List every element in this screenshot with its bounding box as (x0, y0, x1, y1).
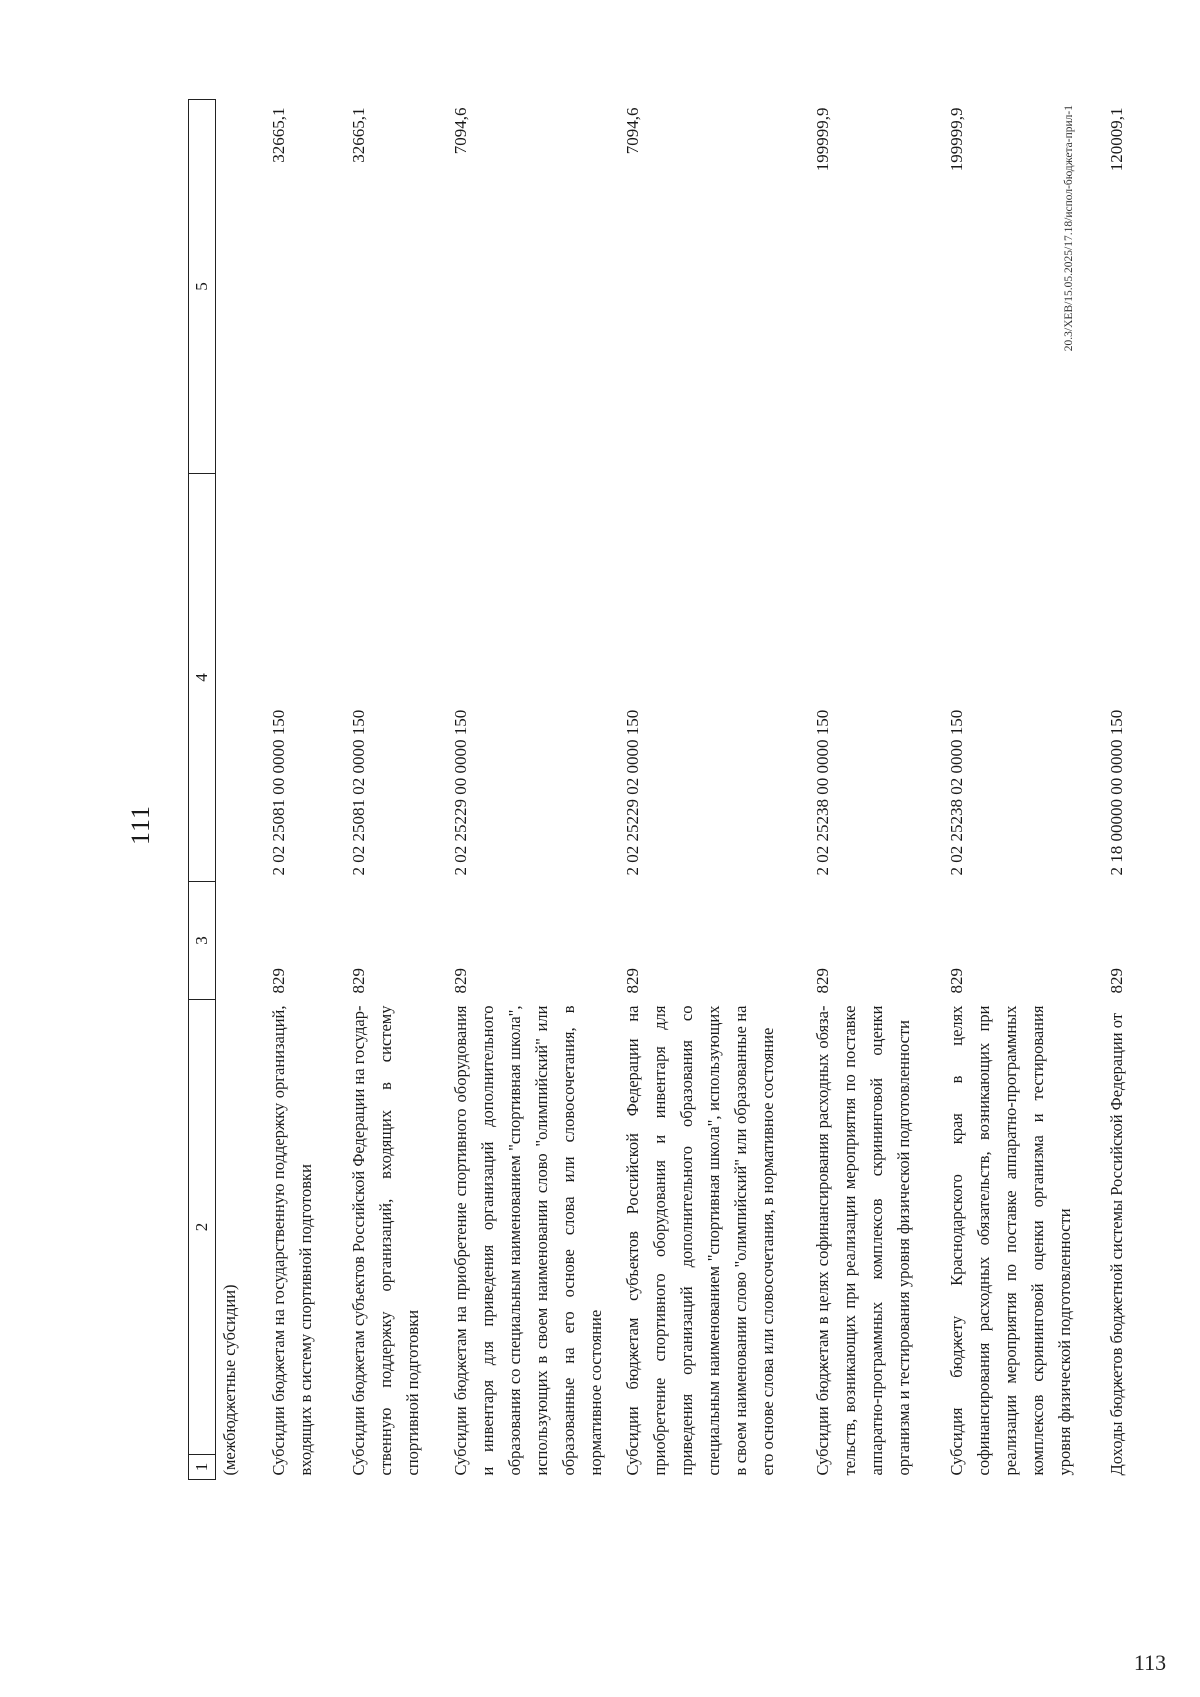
footer-document-code: 20.3/XEB/15.05.2025/17.18/испол-бюджета-прил-1 (1063, 105, 1075, 352)
row-name: Субсидии бюджетам субъектов Российской Федерации на приобретение спортивного оборудования и инвентаря для приведения организаций дополнительного образования со специальным наименованием "спортивная школа", использующих в своем наименовании слово "олимпийский" или образованные на его основе слова или словосочетания, в нормативное состояние (622, 1005, 777, 1476)
row-amount: 7094,6 (450, 107, 470, 155)
row-classification-code: 2 02 25081 02 0000 150 (348, 709, 368, 876)
row-classification-code: 2 02 25238 02 0000 150 (946, 709, 966, 876)
row-admin-code: 829 (812, 968, 832, 994)
row-amount: 199999,9 (812, 107, 832, 172)
row-name: Субсидии бюджетам на приобретение спортивного оборудования и инвентаря для приведения организаций дополнительного образования со специальным наименованием "спортивная школа", использующих в своем наименовании слово "олимпийский" или образованные на его основе слова или словосочетания, в нормативное состояние (450, 1005, 605, 1476)
table-row (610, 100, 800, 1480)
column-header-1: 1 (189, 1454, 215, 1479)
budget-table (188, 99, 1154, 1480)
row-name: Субсидия бюджету Краснодарского края в целях софинансирования расходных обязательств, возникающих при реализации мероприятия по поставке аппаратно-программных комплексов скрининговой оценки организма и тестирования уровня физической подготовленности (946, 1005, 1074, 1476)
row-amount: 32665,1 (268, 107, 288, 163)
table-row (800, 100, 934, 1480)
row-admin-code: 829 (946, 968, 966, 994)
column-header-3: 3 (189, 882, 216, 1000)
row-amount: 32665,1 (348, 107, 368, 163)
page-number: 111 (126, 804, 155, 846)
table-header-row (189, 100, 216, 1480)
row-name: Доходы бюджетов бюджетной системы Российской Федерации от (1106, 1013, 1126, 1476)
column-header-5: 5 (189, 100, 216, 474)
document-page (60, 35, 1126, 1655)
column-header-4: 4 (189, 474, 216, 882)
outer-page-number: 113 (1133, 1650, 1167, 1675)
column-header-2 (189, 1000, 216, 1480)
row-classification-code: 2 02 25238 00 0000 150 (812, 709, 832, 876)
table-row (216, 100, 256, 1480)
row-name: Субсидии бюджетам в целях софинансирования расходных обязательств, возникающих при реализации мероприятия по поставке аппаратно-программных комплексов скрининговой оценки организма и тестирования уровня физической подготовленности (812, 1005, 913, 1476)
row-classification-code: 2 02 25229 02 0000 150 (622, 709, 642, 876)
row-amount: 199999,9 (946, 107, 966, 172)
row-classification-code: 2 02 25229 00 0000 150 (450, 709, 470, 876)
row-classification-code: 2 02 25081 00 0000 150 (268, 709, 288, 876)
row-admin-code: 829 (450, 968, 470, 994)
row-name: Субсидии бюджетам субъектов Российской Федерации на государственную поддержку организаций, входящих в систему спортивной подготовки (348, 1005, 422, 1476)
table-row (438, 100, 610, 1480)
continuation-text: (межбюджетные субсидии) (220, 1284, 239, 1476)
column-header-2-label: 2 (192, 1222, 211, 1232)
table-row (256, 100, 336, 1480)
row-classification-code: 2 18 00000 00 0000 150 (1106, 709, 1126, 876)
table-row (1094, 100, 1154, 1480)
row-admin-code: 829 (268, 968, 288, 994)
row-name: Субсидии бюджетам на государственную поддержку организаций, входящих в систему спортивной подготовки (268, 1005, 315, 1476)
row-admin-code: 829 (1106, 968, 1126, 994)
table-row (336, 100, 438, 1480)
row-admin-code: 829 (622, 968, 642, 994)
row-amount: 7094,6 (622, 107, 642, 155)
row-admin-code: 829 (348, 968, 368, 994)
row-amount: 120009,1 (1106, 107, 1126, 172)
